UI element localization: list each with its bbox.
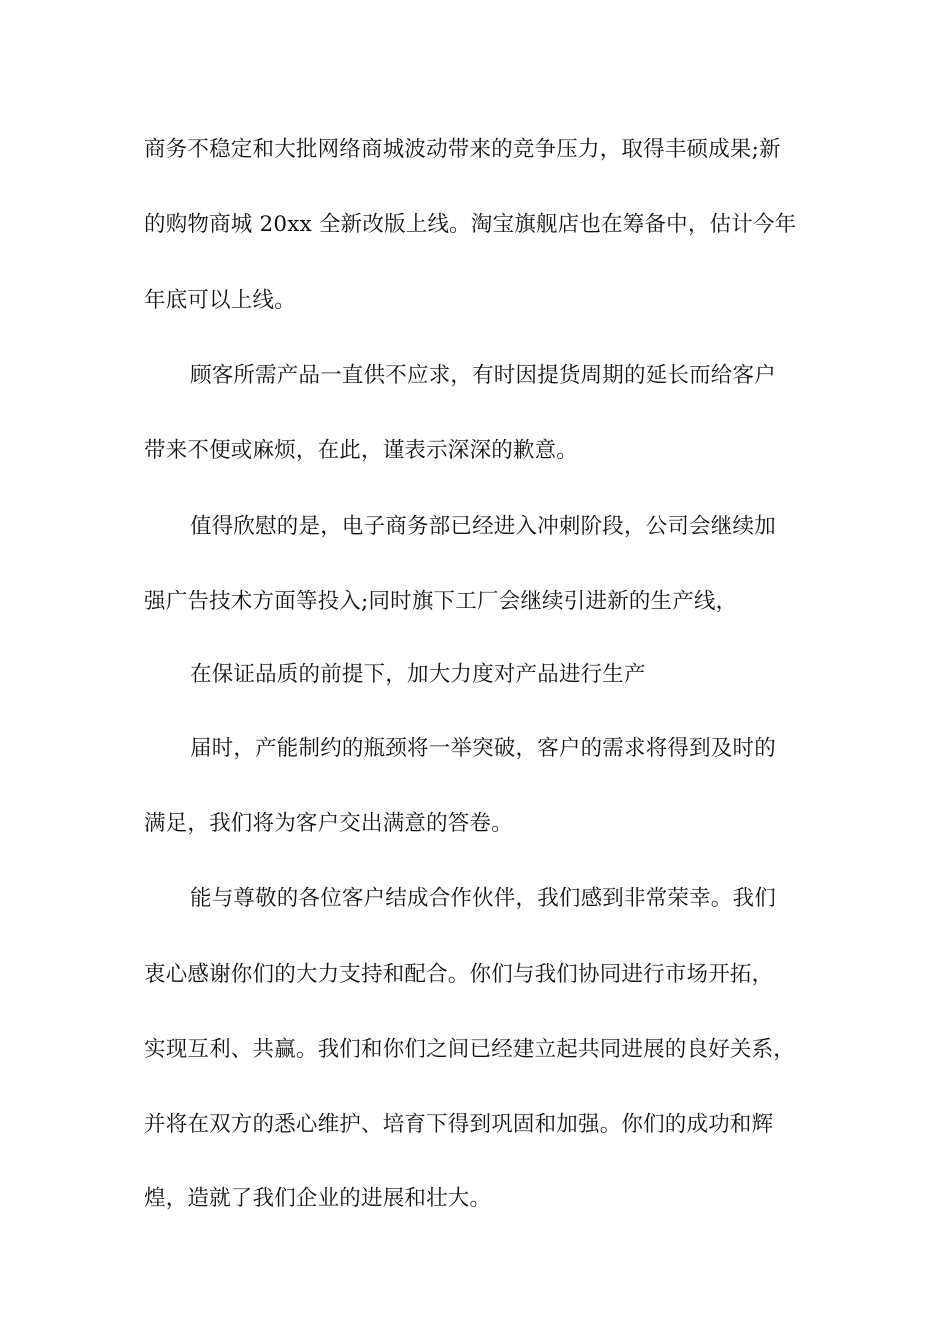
text-line-7: 强广告技术方面等投入;同时旗下工厂会继续引进新的生产线， — [144, 589, 738, 614]
text-line-11: 能与尊敬的各位客户结成合作伙伴，我们感到非常荣幸。我们 — [190, 886, 776, 911]
text-line-15: 煌，造就了我们企业的进展和壮大。 — [144, 1186, 492, 1211]
text-line-2: 的购物商城 20xx 全新改版上线。淘宝旗舰店也在筹备中，估计今年 — [144, 212, 797, 237]
text-line-3: 年底可以上线。 — [144, 288, 296, 313]
text-line-6: 值得欣慰的是，电子商务部已经进入冲刺阶段，公司会继续加 — [190, 514, 776, 539]
text-line-8: 在保证品质的前提下，加大力度对产品进行生产 — [190, 662, 646, 687]
text-line-4: 顾客所需产品一直供不应求，有时因提货周期的延长而给客户 — [190, 363, 776, 388]
text-line-12: 衷心感谢你们的大力支持和配合。你们与我们协同进行市场开拓， — [144, 962, 774, 987]
text-line-14: 并将在双方的悉心维护、培育下得到巩固和加强。你们的成功和辉 — [144, 1112, 774, 1137]
text-line-13: 实现互利、共赢。我们和你们之间已经建立起共同进展的良好关系， — [144, 1037, 796, 1062]
text-line-1: 商务不稳定和大批网络商城波动带来的竞争压力，取得丰硕成果;新 — [144, 137, 781, 162]
text-line-10: 满足，我们将为客户交出满意的答卷。 — [144, 811, 513, 836]
text-line-5: 带来不便或麻烦，在此，谨表示深深的歉意。 — [144, 438, 579, 463]
text-line-9: 届时，产能制约的瓶颈将一举突破，客户的需求将得到及时的 — [190, 736, 776, 761]
